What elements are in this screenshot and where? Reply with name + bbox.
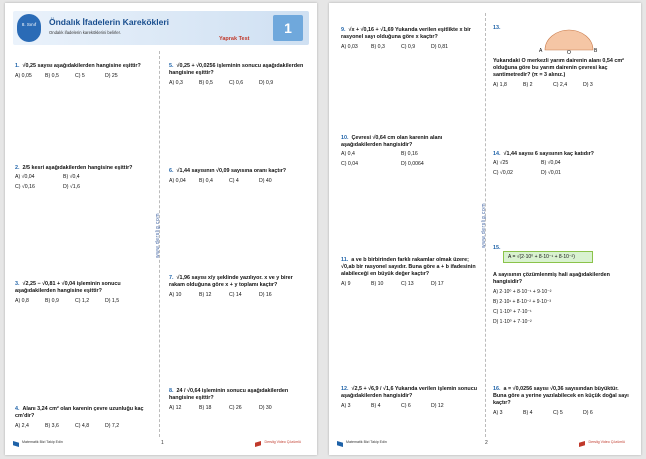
option-b[interactable]: B) 0,4 xyxy=(199,178,213,184)
question-11: 11. a ve b birbirinden farklı rakamlar olmak üzere; √0,ab bir rasyonel sayıdır. Buna göre a + b ifadesinin alabileceği en büyük değer kaçtır? A) 9 B) 10 C) 13 D) 17 xyxy=(341,257,476,287)
option-b[interactable]: B) 0,5 xyxy=(199,80,213,86)
question-9: 9. √x + √0,16 + √1,69 Yukarıda verilen eşitlikte x bir rasyonel sayı olduğuna göre x kaçtır? A) 0,03 B) 0,3 C) 0,9 D) 0,81 xyxy=(341,27,471,50)
footer-left-text: Matematik Bizi Takip Edin xyxy=(22,440,63,444)
page-number: 2 xyxy=(485,440,488,446)
option-a[interactable]: A) 0,4 xyxy=(341,151,355,157)
option-d[interactable]: D) 3 xyxy=(583,82,593,88)
question-2: 2. 2/5 kesri aşağıdakilerden hangisine eşittir? A) √0,04 B) √0,4 C) √0,16 D) √1,6 xyxy=(15,165,133,190)
option-c[interactable]: C) 0,04 xyxy=(341,161,359,167)
option-d[interactable]: D) √1,6 xyxy=(63,184,80,190)
logo-icon xyxy=(337,441,343,447)
option-b[interactable]: B) 3,6 xyxy=(45,423,59,429)
option-d[interactable]: D) 0,0064 xyxy=(401,161,424,167)
worksheet-page-2 xyxy=(329,3,641,455)
option-a[interactable]: A) 1,8 xyxy=(493,82,507,88)
option-c[interactable]: C) 26 xyxy=(229,405,242,411)
option-c[interactable]: C) 5 xyxy=(75,73,85,79)
question-13: 13. Yukarıdaki O merkezli yarım dairenin alanı 0,54 cm² olduğuna göre bu yarım dairenin çevresi kaç santimetredir? (π = 3 alınız.) A) 1,8 B) 2 C) 2,4 D) 3 xyxy=(493,25,624,88)
option-d[interactable]: D) 12 xyxy=(431,403,444,409)
option-c[interactable]: C) 0,6 xyxy=(229,80,244,86)
option-b[interactable]: B) 2·10¹ + 8·10⁻² + 9·10⁻³ xyxy=(493,299,552,305)
option-b[interactable]: B) 10 xyxy=(371,281,384,287)
option-b[interactable]: B) 18 xyxy=(199,405,212,411)
option-a[interactable]: A) 2·10⁰ + 8·10⁻¹ + 9·10⁻² xyxy=(493,289,552,295)
option-c[interactable]: C) 1·10⁰ + 7·10⁻¹ xyxy=(493,309,532,315)
page-subtitle: Ondalık ifadelerin kareköklerini belirler. xyxy=(49,30,121,35)
option-b[interactable]: B) 2 xyxy=(523,82,533,88)
question-3: 3. √2,25 − √0,81 + √0,04 işleminin sonucu aşağıdakilerden hangisine eşittir? A) 0,8 B) 0,9 C) 1,2 D) 1,5 xyxy=(15,281,155,305)
page-number: 1 xyxy=(161,440,164,446)
test-number: 1 xyxy=(273,15,303,41)
page-footer xyxy=(13,440,309,452)
option-d[interactable]: D) 0,81 xyxy=(431,44,449,50)
question-7: 7. √1,96 sayısı x/y şeklinde yazılıyor. x ve y birer rakam olduğuna göre x + y toplamı kaçtır? A) 10 B) 12 C) 14 D) 16 xyxy=(169,275,293,298)
footer-right-text: Derslig Video Çözümlü xyxy=(264,440,301,444)
question-1: 1. √0,25 sayısı aşağıdakilerden hangisine eşittir? A) 0,05 B) 0,5 C) 5 D) 25 xyxy=(15,63,141,79)
option-b[interactable]: B) 0,3 xyxy=(371,44,385,50)
label-o: O xyxy=(567,50,571,54)
worksheet-page-1 xyxy=(5,3,317,455)
question-4: 4. Alanı 3,24 cm² olan karenin çevre uzunluğu kaç cm'dir? A) 2,4 B) 3,6 C) 4,8 D) 7,2 xyxy=(15,406,144,429)
q15-expression-box: A = √(2·10⁰ + 8·10⁻¹ + 8·10⁻²) xyxy=(503,251,593,263)
footer-left-text: Matematik Bizi Takip Edin xyxy=(346,440,387,444)
site-watermark: www.derslig.com xyxy=(155,213,161,259)
option-c[interactable]: C) √0,02 xyxy=(493,170,513,176)
footer-right-text: Derslig Video Çözümlü xyxy=(588,440,625,444)
option-c[interactable]: C) 5 xyxy=(553,410,563,416)
question-8: 8. 24 / √0,64 işleminin sonucu aşağıdakilerden hangisine eşittir? A) 12 B) 18 C) 26 D) 30 xyxy=(169,388,289,411)
video-logo-icon xyxy=(255,441,261,447)
logo-icon xyxy=(13,441,19,447)
option-b[interactable]: B) √0,04 xyxy=(541,160,561,166)
option-d[interactable]: D) 0,9 xyxy=(259,80,274,86)
option-a[interactable]: A) 3 xyxy=(341,403,351,409)
option-a[interactable]: A) 0,3 xyxy=(169,80,183,86)
option-d[interactable]: D) √0,01 xyxy=(541,170,561,176)
option-a[interactable]: A) 2,4 xyxy=(15,423,29,429)
option-d[interactable]: D) 30 xyxy=(259,405,272,411)
question-12: 12. √2,5 + √6,9 / √1,6 Yukarıda verilen işlemin sonucu aşağıdakilerden hangisidir? A) 3 B) 4 C) 6 D) 12 xyxy=(341,386,477,409)
option-a[interactable]: A) 0,05 xyxy=(15,73,32,79)
grade-badge: 8. Sınıf xyxy=(17,14,41,42)
question-10: 10. Çevresi √0,64 cm olan karenin alanı aşağıdakilerden hangisidir? A) 0,4 B) 0,16 C) 0,04 D) 0,0064 xyxy=(341,135,479,168)
label-b: B xyxy=(594,48,598,54)
option-b[interactable]: B) 0,16 xyxy=(401,151,418,157)
option-c[interactable]: C) 6 xyxy=(401,403,411,409)
option-a[interactable]: A) 0,8 xyxy=(15,298,29,304)
page-footer xyxy=(337,440,633,452)
question-6: 6. √1,44 sayısının √0,09 sayısına oranı kaçtır? A) 0,04 B) 0,4 C) 4 D) 40 xyxy=(169,168,309,185)
option-a[interactable]: A) √0,04 xyxy=(15,174,35,180)
option-a[interactable]: A) 3 xyxy=(493,410,503,416)
option-c[interactable]: C) 14 xyxy=(229,292,242,298)
option-c[interactable]: C) √0,16 xyxy=(15,184,35,190)
option-d[interactable]: D) 17 xyxy=(431,281,444,287)
option-b[interactable]: B) √0,4 xyxy=(63,174,80,180)
option-c[interactable]: C) 2,4 xyxy=(553,82,568,88)
site-watermark: www.derslig.com xyxy=(481,203,487,249)
question-15: 15. A sayısının çözümlenmiş hali aşağıdakilerden hangisidir? A) 2·10⁰ + 8·10⁻¹ + 9·10⁻² B) 2·10¹ + 8·10⁻² + 9·10⁻³ C) 1·10⁰ + 7·10⁻¹ D) 1·10⁰ + 7·10⁻² xyxy=(493,245,633,326)
worksheet-header xyxy=(13,11,309,45)
option-c[interactable]: C) 0,9 xyxy=(401,44,416,50)
option-d[interactable]: D) 16 xyxy=(259,292,272,298)
option-c[interactable]: C) 4 xyxy=(229,178,239,184)
question-16: 16. a = √0,0256 sayısı √0,36 sayısından büyüktür. Buna göre a yerine yazılabilecek en küçük doğal sayı kaçtır? A) 3 B) 4 C) 5 D) 6 xyxy=(493,386,629,416)
option-c[interactable]: C) 13 xyxy=(401,281,414,287)
option-d[interactable]: D) 7,2 xyxy=(105,423,120,429)
option-d[interactable]: D) 1,5 xyxy=(105,298,120,304)
option-b[interactable]: B) 4 xyxy=(523,410,533,416)
page-title: Öndalık İfadelerin Karekökleri xyxy=(49,17,169,27)
question-14: 14. √1,44 sayısı 6 sayısının kaç katıdır? A) √25 B) √0,04 C) √0,02 D) √0,01 xyxy=(493,151,594,176)
option-a[interactable]: A) 10 xyxy=(169,292,182,298)
question-5: 5. √0,25 + √0,0256 işleminin sonucu aşağıdakilerden hangisine eşittir? A) 0,3 B) 0,5 C) 0,6 D) 0,9 xyxy=(169,63,304,86)
option-a[interactable]: A) √25 xyxy=(493,160,509,166)
option-c[interactable]: C) 4,8 xyxy=(75,423,90,429)
label-a: A xyxy=(539,48,543,54)
option-a[interactable]: A) 0,04 xyxy=(169,178,186,184)
option-d[interactable]: D) 40 xyxy=(259,178,272,184)
sheet-type: Yaprak Test xyxy=(219,36,250,42)
option-a[interactable]: A) 0,03 xyxy=(341,44,358,50)
option-d[interactable]: D) 6 xyxy=(583,410,593,416)
video-logo-icon xyxy=(579,441,585,447)
option-b[interactable]: B) 4 xyxy=(371,403,381,409)
option-d[interactable]: D) 25 xyxy=(105,73,118,79)
option-c[interactable]: C) 1,2 xyxy=(75,298,90,304)
option-b[interactable]: B) 0,9 xyxy=(45,298,59,304)
option-a[interactable]: A) 9 xyxy=(341,281,351,287)
option-a[interactable]: A) 12 xyxy=(169,405,182,411)
option-b[interactable]: B) 0,5 xyxy=(45,73,59,79)
option-b[interactable]: B) 12 xyxy=(199,292,212,298)
option-d[interactable]: D) 1·10⁰ + 7·10⁻² xyxy=(493,319,532,325)
